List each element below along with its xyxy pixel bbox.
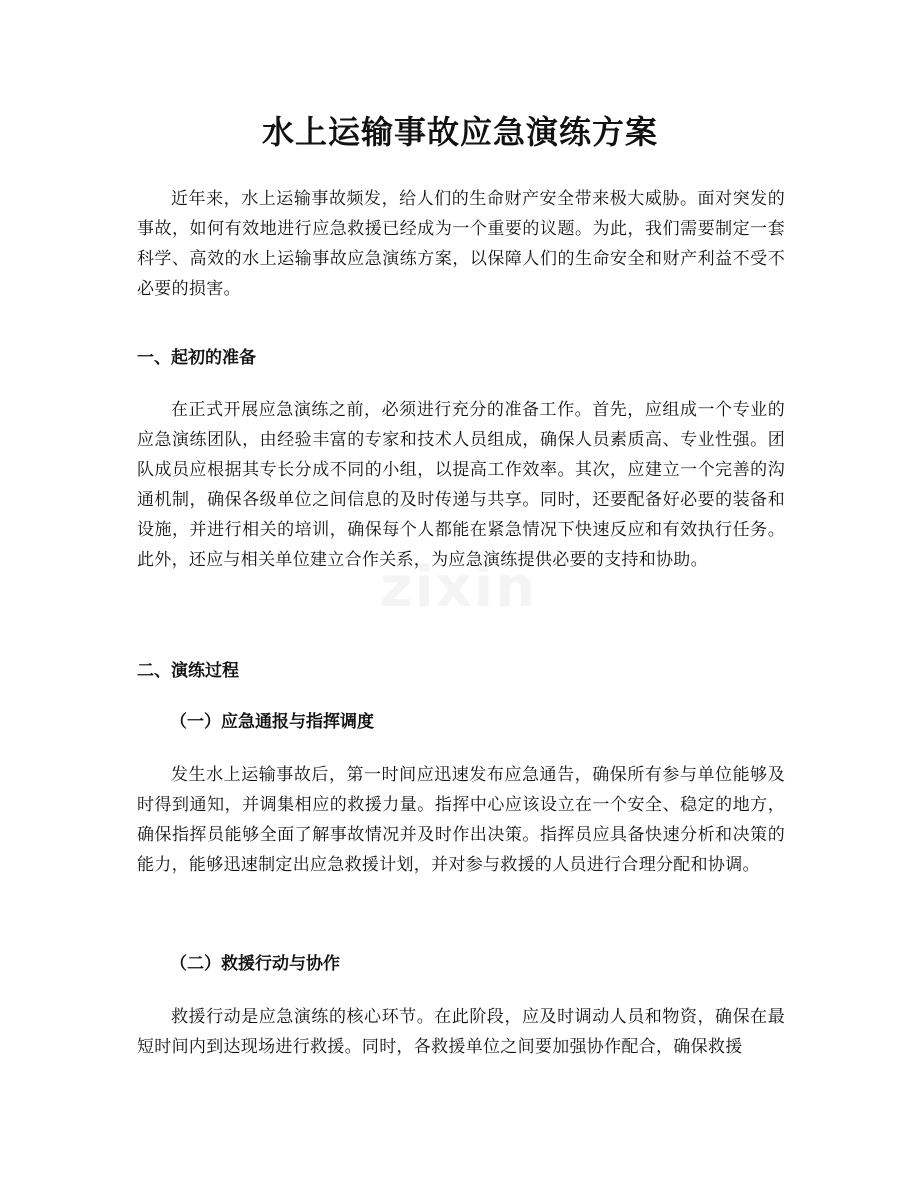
document-title: 水上运输事故应急演练方案 (261, 113, 658, 151)
notification-paragraph: 发生水上运输事故后，第一时间应迅速发布应急通告，确保所有参与单位能够及时得到通知，并调集相应的救援力量。指挥中心应该设立在一个安全、稳定的地方，确保指挥员能够全面了解事故情况并及时作出决策。指挥员应具备快速分析和决策的能力，能够迅速制定出应急救援计划，并对参与救援的人员进行合理分配和协调。 (137, 765, 785, 875)
section-heading-preparation: 一、起初的准备 (137, 348, 256, 368)
subsection-heading-rescue: （二）救援行动与协作 (170, 954, 340, 974)
preparation-paragraph: 在正式开展应急演练之前，必须进行充分的准备工作。首先，应组成一个专业的应急演练团队，由经验丰富的专家和技术人员组成，确保人员素质高、专业性强。团队成员应根据其专长分成不同的小组，以提高工作效率。其次，应建立一个完善的沟通机制，确保各级单位之间信息的及时传递与共享。同时，还要配备好必要的装备和设施，并进行相关的培训，确保每个人都能在紧急情况下快速反应和有效执行任务。此外，还应与相关单位建立合作关系，为应急演练提供必要的支持和协助。 (137, 400, 785, 570)
rescue-paragraph: 救援行动是应急演练的核心环节。在此阶段，应及时调动人员和物资，确保在最短时间内到达现场进行救援。同时，各救援单位之间要加强协作配合，确保救援 (137, 1007, 785, 1057)
section-heading-exercise-process: 二、演练过程 (137, 661, 239, 681)
intro-paragraph: 近年来，水上运输事故频发，给人们的生命财产安全带来极大威胁。面对突发的事故，如何有效地进行应急救援已经成为一个重要的议题。为此，我们需要制定一套科学、高效的水上运输事故应急演练方案，以保障人们的生命安全和财产利益不受不必要的损害。 (137, 189, 785, 299)
subsection-heading-notification: （一）应急通报与指挥调度 (170, 712, 374, 732)
